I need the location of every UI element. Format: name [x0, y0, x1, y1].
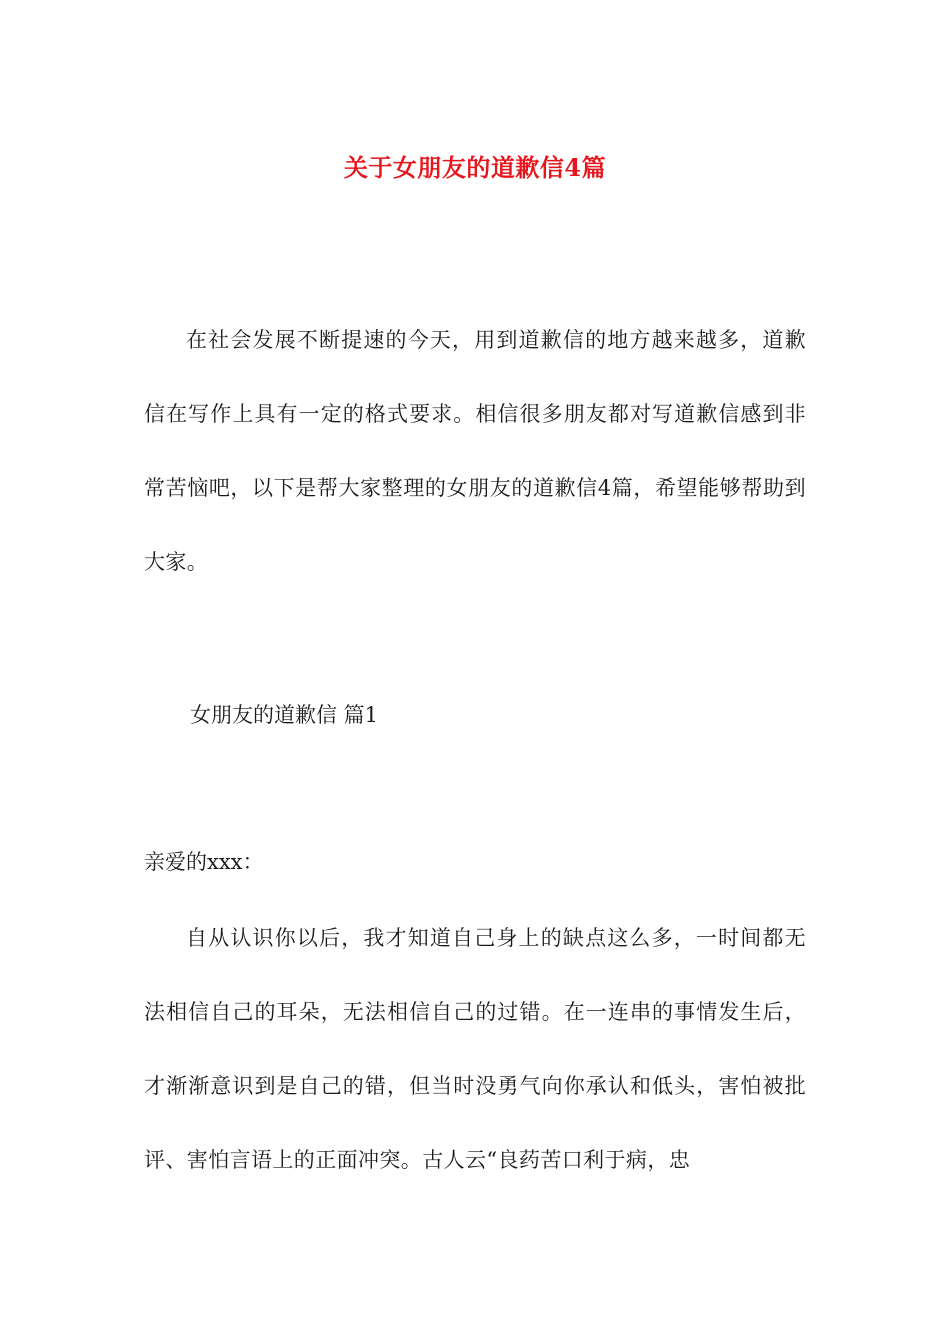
letter-body-paragraph: 自从认识你以后，我才知道自己身上的缺点这么多，一时间都无法相信自己的耳朵，无法相信自己的过错。在一连串的事情发生后，才渐渐意识到是自己的错，但当时没勇气向你承认和低头，害怕被批评、害怕言语上的正面冲突。古人云“良药苦口利于病，忠: [144, 926, 806, 1172]
letter-greeting: 亲爱的xxx：: [144, 850, 264, 874]
document-title: 关于女朋友的道歉信4篇: [343, 153, 607, 183]
intro-paragraph: 在社会发展不断提速的今天，用到道歉信的地方越来越多，道歉信在写作上具有一定的格式要求。相信很多朋友都对写道歉信感到非常苦恼吧，以下是帮大家整理的女朋友的道歉信4篇，希望能够帮助到大家。: [144, 328, 806, 574]
section-heading: 女朋友的道歉信 篇1: [190, 703, 379, 727]
